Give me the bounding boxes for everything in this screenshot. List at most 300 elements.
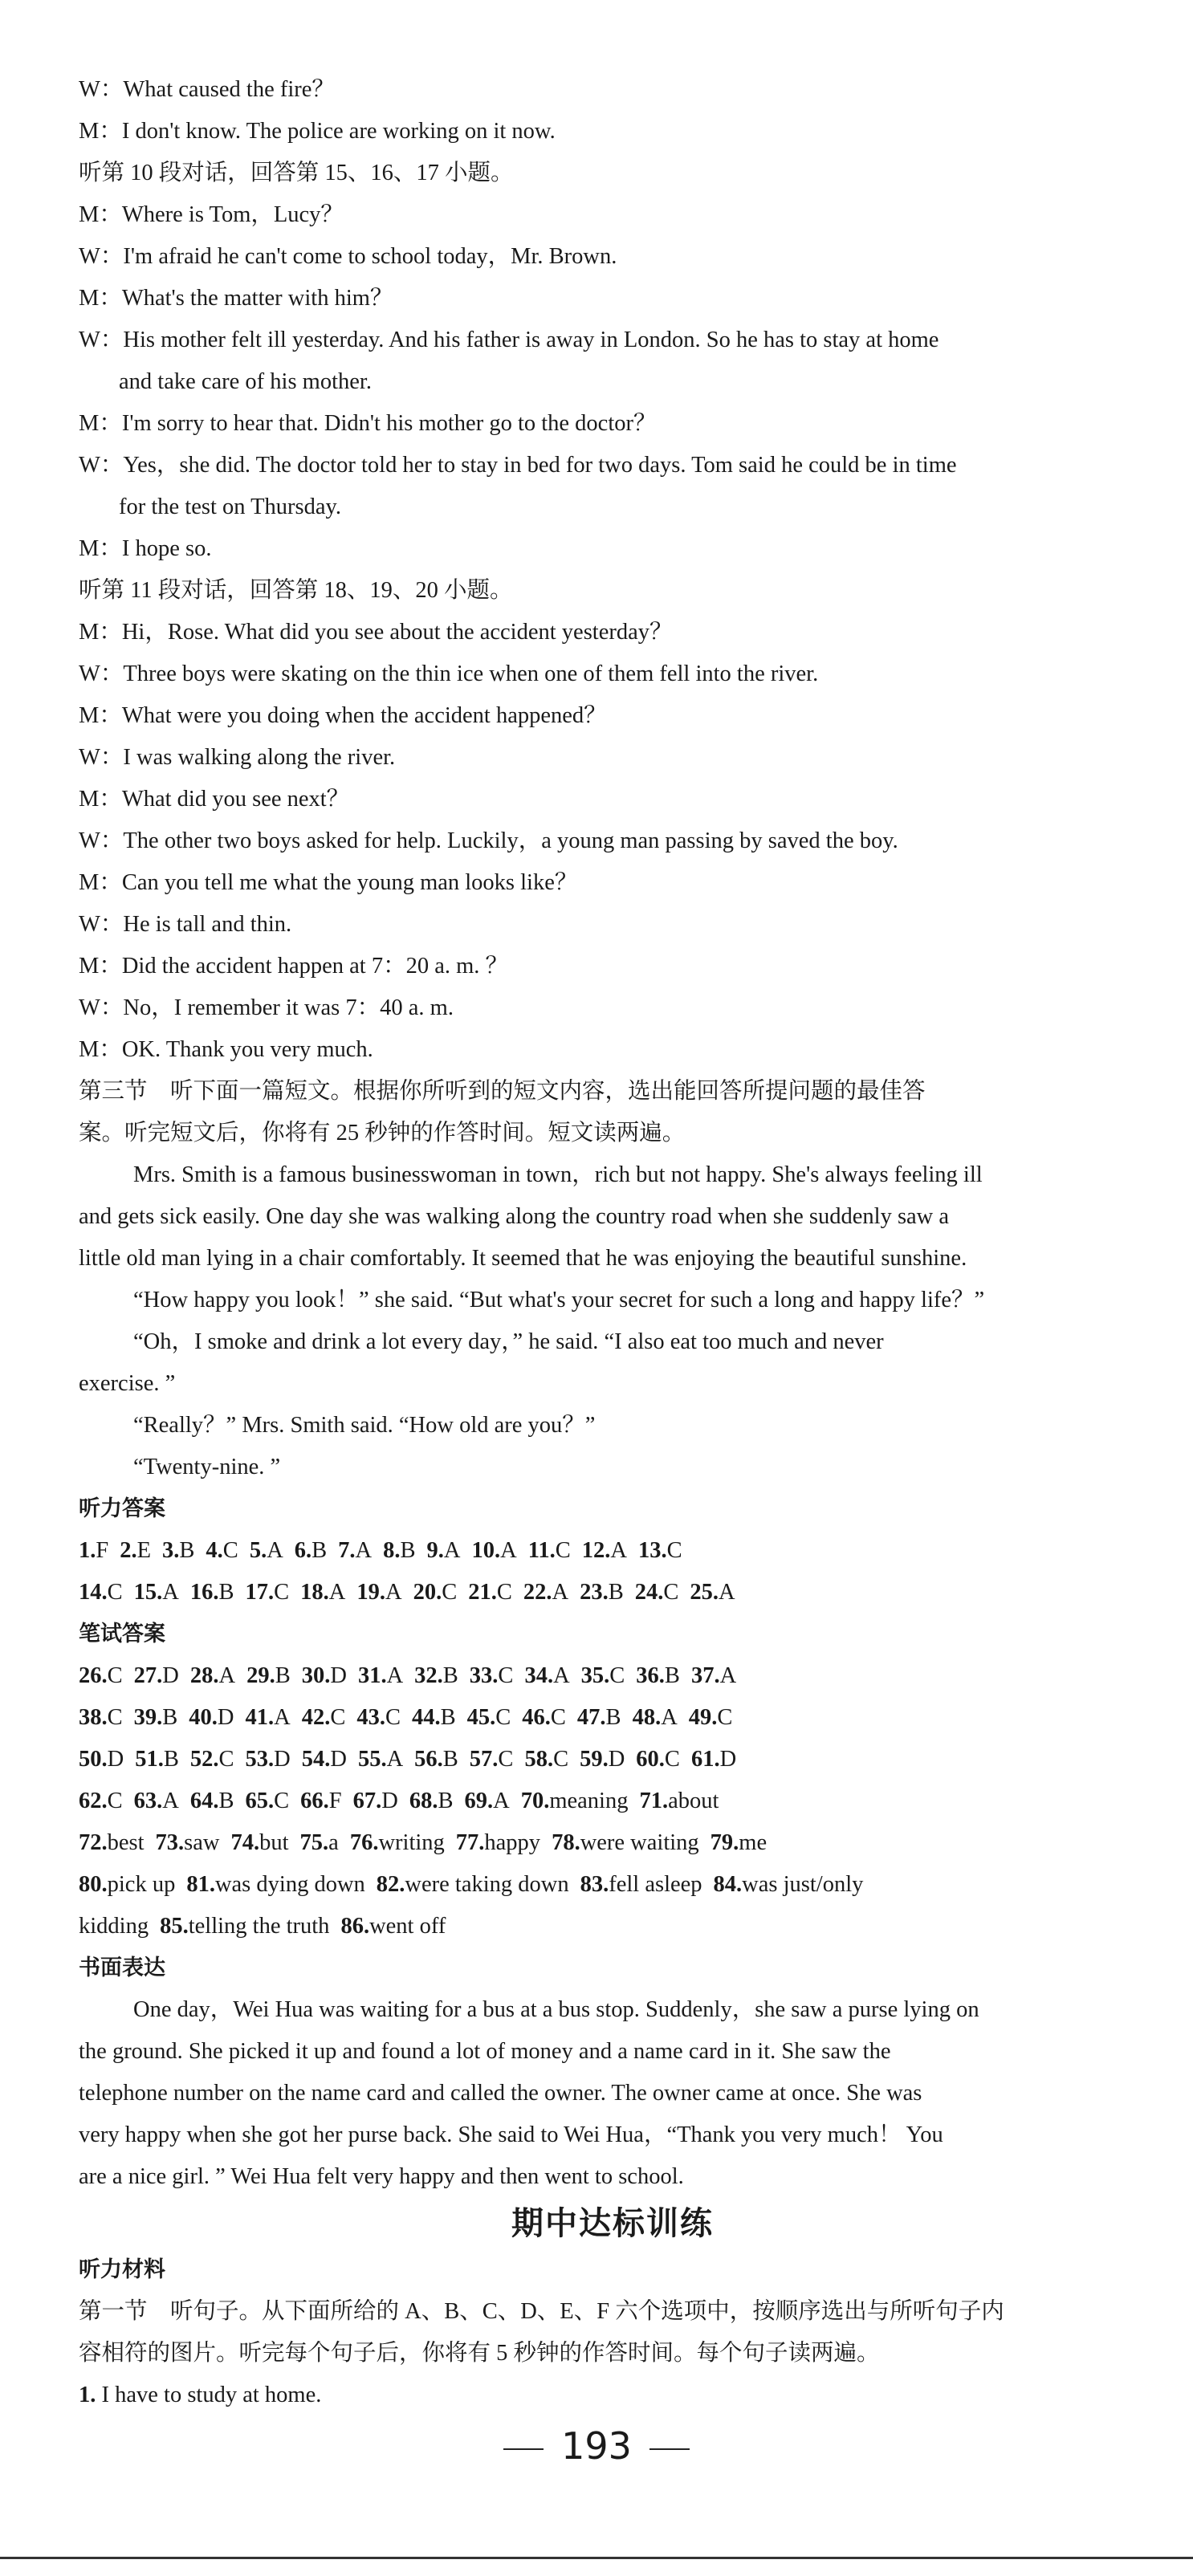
page-number: 193 bbox=[561, 2424, 632, 2468]
answer-value: C bbox=[218, 1747, 234, 1772]
answer-number: 22. bbox=[523, 1580, 552, 1605]
dialog-his-mother bbox=[79, 319, 1146, 403]
text-line: for the test on Thursday. bbox=[119, 494, 342, 519]
text-line: M：What were you doing when the accident happened？ bbox=[79, 703, 607, 728]
answer-item bbox=[79, 1914, 149, 1939]
answer-value: B bbox=[162, 1705, 178, 1730]
answer-number: 43. bbox=[356, 1705, 385, 1730]
answer-number: 9. bbox=[426, 1538, 444, 1563]
answer-number: 34. bbox=[524, 1663, 554, 1688]
answer-value: meaning bbox=[549, 1789, 629, 1813]
answer-value: A bbox=[355, 1538, 373, 1563]
answer-item bbox=[356, 1705, 401, 1730]
answer-number: 59. bbox=[580, 1747, 609, 1772]
text-line: W：Yes，she did. The doctor told her to stay in bed for two days. Tom said he could be in time bbox=[79, 453, 957, 478]
answer-item bbox=[231, 1830, 289, 1855]
text-line: very happy when she got her purse back. She said to Wei Hua，“Thank you very much！ You bbox=[79, 2122, 943, 2147]
answer-number: 65. bbox=[245, 1789, 275, 1813]
answer-value: D bbox=[107, 1747, 124, 1772]
answer-value: B bbox=[440, 1705, 456, 1730]
answer-number: 70. bbox=[520, 1789, 550, 1813]
bottom-rule bbox=[0, 2557, 1193, 2559]
answer-item bbox=[246, 1789, 290, 1813]
answer-item bbox=[521, 1789, 629, 1813]
answer-number: 26. bbox=[79, 1663, 108, 1688]
text-line: M：I'm sorry to hear that. Didn't his mother go to the doctor？ bbox=[79, 411, 657, 436]
listening-answers-heading: 听力答案 bbox=[79, 1496, 165, 1521]
answer-number: 33. bbox=[469, 1663, 499, 1688]
answer-number: 40. bbox=[189, 1705, 218, 1730]
answer-value: B bbox=[438, 1789, 454, 1813]
answer-item bbox=[79, 1580, 123, 1605]
answer-number: 28. bbox=[189, 1663, 219, 1688]
answer-value: F bbox=[328, 1789, 342, 1813]
answer-item bbox=[412, 1705, 456, 1730]
text-line: “Oh，I smoke and drink a lot every day，” he said. “I also eat too much and never bbox=[133, 1329, 884, 1354]
listening-material-heading: 听力材料 bbox=[79, 2257, 165, 2282]
answer-value: B bbox=[218, 1789, 234, 1813]
text-line: “How happy you look！” she said. “But what's your secret for such a long and happy life？” bbox=[133, 1288, 985, 1312]
text-line: 第三节 听下面一篇短文。根据你所听到的短文内容，选出能回答所提问题的最佳答 bbox=[79, 1079, 926, 1104]
answer-value: were taking down bbox=[405, 1872, 569, 1897]
answer-number: 15. bbox=[133, 1580, 163, 1605]
answer-value: D bbox=[330, 1663, 347, 1688]
answer-value: A bbox=[328, 1580, 346, 1605]
answer-row bbox=[79, 1697, 1146, 1739]
answer-number: 21. bbox=[468, 1580, 497, 1605]
answer-item bbox=[580, 1747, 625, 1772]
answer-value: me bbox=[739, 1830, 768, 1855]
answer-value: C bbox=[274, 1580, 290, 1605]
answer-value: D bbox=[719, 1747, 737, 1772]
answer-number: 39. bbox=[133, 1705, 163, 1730]
answer-value: A bbox=[267, 1538, 283, 1563]
answer-item bbox=[552, 1830, 699, 1855]
answer-value: B bbox=[664, 1663, 680, 1688]
text-line: are a nice girl. ” Wei Hua felt very happy and then went to school. bbox=[79, 2164, 684, 2189]
answer-value: C bbox=[442, 1580, 458, 1605]
answer-item bbox=[79, 1830, 145, 1855]
answer-number: 44. bbox=[412, 1705, 441, 1730]
answer-value: A bbox=[500, 1538, 517, 1563]
text-line: W：He is tall and thin. bbox=[79, 912, 292, 937]
answer-number: 27. bbox=[133, 1663, 163, 1688]
answer-number: 58. bbox=[524, 1747, 554, 1772]
answer-row bbox=[79, 1530, 1146, 1572]
answer-item bbox=[295, 1538, 327, 1563]
answer-item bbox=[427, 1538, 461, 1563]
answer-number: 63. bbox=[133, 1789, 163, 1813]
answer-item bbox=[300, 1789, 341, 1813]
answer-item bbox=[522, 1705, 566, 1730]
answer-row bbox=[79, 1906, 1146, 1947]
answer-number: 64. bbox=[189, 1789, 219, 1813]
answer-number: 86. bbox=[340, 1914, 370, 1939]
listening-answers bbox=[79, 1530, 1146, 1614]
answer-number: 72. bbox=[79, 1830, 108, 1855]
text-line: 听第 11 段对话，回答第 18、19、20 小题。 bbox=[79, 578, 513, 603]
answer-item bbox=[162, 1538, 194, 1563]
answer-value: best bbox=[107, 1830, 145, 1855]
answer-value: B bbox=[218, 1580, 234, 1605]
answer-item bbox=[206, 1538, 238, 1563]
answer-value: C bbox=[222, 1538, 238, 1563]
answer-value: but bbox=[259, 1830, 289, 1855]
answer-item bbox=[300, 1830, 339, 1855]
answer-row bbox=[79, 1822, 1146, 1864]
answer-item bbox=[190, 1580, 234, 1605]
answer-number: 17. bbox=[245, 1580, 275, 1605]
answer-number: 7. bbox=[338, 1538, 356, 1563]
answer-value: C bbox=[107, 1580, 123, 1605]
answer-value: A bbox=[274, 1705, 291, 1730]
answer-number: 29. bbox=[246, 1663, 275, 1688]
answer-number: 41. bbox=[245, 1705, 275, 1730]
text-line: W：I'm afraid he can't come to school today，Mr. Brown. bbox=[79, 244, 617, 269]
answer-value: D bbox=[162, 1663, 179, 1688]
text-line: 容相符的图片。听完每个句子后，你将有 5 秒钟的作答时间。每个句子读两遍。 bbox=[79, 2341, 880, 2366]
answer-item bbox=[250, 1538, 283, 1563]
answer-item bbox=[120, 1538, 151, 1563]
page-footer bbox=[0, 2424, 1193, 2468]
answer-number: 52. bbox=[189, 1747, 219, 1772]
answer-value: B bbox=[275, 1663, 291, 1688]
answer-value: C bbox=[553, 1747, 569, 1772]
answer-item bbox=[639, 1789, 719, 1813]
answer-item bbox=[456, 1830, 540, 1855]
text-line: and gets sick easily. One day she was walking along the country road when she suddenly saw a bbox=[79, 1204, 950, 1229]
answer-number: 10. bbox=[471, 1538, 501, 1563]
answer-number: 79. bbox=[710, 1830, 739, 1855]
answer-value: A bbox=[162, 1580, 179, 1605]
text-line: and take care of his mother. bbox=[119, 369, 372, 394]
answer-value: A bbox=[162, 1789, 179, 1813]
text-line: “Twenty-nine. ” bbox=[133, 1455, 281, 1479]
answer-value: happy bbox=[484, 1830, 541, 1855]
answer-value: B bbox=[311, 1538, 328, 1563]
answer-value: about bbox=[668, 1789, 719, 1813]
answer-number: 24. bbox=[634, 1580, 664, 1605]
answer-value: writing bbox=[378, 1830, 445, 1855]
answer-item bbox=[636, 1747, 680, 1772]
answer-value: a bbox=[328, 1830, 339, 1855]
answer-item bbox=[468, 1580, 512, 1605]
answer-item bbox=[691, 1663, 736, 1688]
answer-value: A bbox=[553, 1663, 570, 1688]
answer-item bbox=[635, 1580, 679, 1605]
answer-number: 51. bbox=[135, 1747, 164, 1772]
text-line: M：What did you see next？ bbox=[79, 787, 350, 812]
answer-item bbox=[714, 1872, 864, 1897]
answer-item bbox=[580, 1580, 624, 1605]
answer-value: B bbox=[179, 1538, 195, 1563]
text-line: Mrs. Smith is a famous businesswoman in town，rich but not happy. She's always feeling ill bbox=[133, 1162, 983, 1187]
answer-number: 69. bbox=[464, 1789, 494, 1813]
answer-number: 83. bbox=[580, 1872, 609, 1897]
answer-number: 5. bbox=[249, 1538, 267, 1563]
text-line: M：Can you tell me what the young man looks like？ bbox=[79, 870, 578, 895]
answer-number: 75. bbox=[299, 1830, 329, 1855]
footer-dash-right bbox=[649, 2448, 690, 2450]
answer-item bbox=[190, 1747, 234, 1772]
answer-value: A bbox=[385, 1580, 402, 1605]
text-line: M：Did the accident happen at 7：20 a. m. ？ bbox=[79, 954, 509, 979]
answer-value: B bbox=[163, 1747, 179, 1772]
dialog-yes-she-did bbox=[79, 445, 1146, 528]
answer-item bbox=[190, 1789, 234, 1813]
answer-number: 13. bbox=[638, 1538, 667, 1563]
answer-number: 38. bbox=[79, 1705, 108, 1730]
answer-value: pick up bbox=[107, 1872, 176, 1897]
answer-number: 1. bbox=[79, 1538, 96, 1563]
answer-item bbox=[300, 1580, 345, 1605]
answer-number: 78. bbox=[552, 1830, 580, 1855]
answer-number: 84. bbox=[713, 1872, 743, 1897]
answer-value: D bbox=[608, 1747, 625, 1772]
answer-number: 14. bbox=[79, 1580, 108, 1605]
answer-item bbox=[246, 1747, 291, 1772]
answer-value: C bbox=[664, 1747, 680, 1772]
text-line: little old man lying in a chair comfortably. It seemed that he was enjoying the beautiful sunshine. bbox=[79, 1246, 967, 1271]
answer-item bbox=[413, 1580, 458, 1605]
answer-row bbox=[79, 1864, 1146, 1906]
answer-item bbox=[636, 1663, 680, 1688]
answer-number: 53. bbox=[245, 1747, 275, 1772]
answer-item bbox=[358, 1747, 403, 1772]
text-line: M：What's the matter with him？ bbox=[79, 286, 393, 311]
answer-item bbox=[582, 1538, 627, 1563]
answer-item bbox=[472, 1538, 517, 1563]
item-1 bbox=[79, 2375, 1146, 2416]
answer-row bbox=[79, 1780, 1146, 1822]
answer-item bbox=[524, 1747, 568, 1772]
content bbox=[79, 69, 1146, 2416]
answer-number: 77. bbox=[455, 1830, 485, 1855]
text-line: M：OK. Thank you very much. bbox=[79, 1037, 373, 1062]
answer-item bbox=[340, 1914, 446, 1939]
section-3-instructions bbox=[79, 1071, 1146, 1154]
answer-value: C bbox=[496, 1580, 512, 1605]
answer-number: 76. bbox=[349, 1830, 379, 1855]
answer-number: 20. bbox=[413, 1580, 442, 1605]
text-line: 第一节 听句子。从下面所给的 A、B、C、D、E、F 六个选项中，按顺序选出与所听句子内 bbox=[79, 2299, 1004, 2324]
answer-number: 45. bbox=[466, 1705, 496, 1730]
answer-number: 3. bbox=[162, 1538, 180, 1563]
answer-item bbox=[190, 1663, 235, 1688]
answer-item bbox=[302, 1747, 347, 1772]
text-line: 听第 10 段对话，回答第 15、16、17 小题。 bbox=[79, 161, 514, 185]
answer-item bbox=[470, 1747, 514, 1772]
answer-number: 71. bbox=[639, 1789, 669, 1813]
answer-value: A bbox=[718, 1580, 735, 1605]
answer-number: 50. bbox=[79, 1747, 108, 1772]
answer-number: 11. bbox=[527, 1538, 556, 1563]
text-line: the ground. She picked it up and found a lot of money and a name card in it. She saw the bbox=[79, 2039, 891, 2064]
text-line: One day，Wei Hua was waiting for a bus at a bus stop. Suddenly，she saw a purse lying on bbox=[133, 1997, 979, 2022]
answer-item bbox=[134, 1663, 179, 1688]
answer-item bbox=[633, 1705, 678, 1730]
answer-item bbox=[581, 1663, 625, 1688]
answer-number: 56. bbox=[414, 1747, 443, 1772]
answer-number: 61. bbox=[690, 1747, 720, 1772]
answer-item bbox=[246, 1663, 291, 1688]
answer-number: 46. bbox=[522, 1705, 551, 1730]
answer-value: A bbox=[610, 1538, 628, 1563]
writing-heading: 书面表达 bbox=[79, 1955, 165, 1980]
answer-value: C bbox=[550, 1705, 566, 1730]
answer-item bbox=[414, 1747, 458, 1772]
answer-value: C bbox=[495, 1705, 511, 1730]
text-line: W：His mother felt ill yesterday. And his father is away in London. So he has to stay at home bbox=[79, 328, 939, 352]
answer-item bbox=[464, 1789, 509, 1813]
item-text: I have to study at home. bbox=[96, 2383, 322, 2407]
answer-value: D bbox=[274, 1747, 291, 1772]
answer-value: A bbox=[386, 1663, 404, 1688]
answer-item bbox=[79, 1705, 123, 1730]
answer-number: 67. bbox=[352, 1789, 382, 1813]
answer-item bbox=[189, 1705, 234, 1730]
dialog-block-a bbox=[79, 69, 1146, 319]
answer-item bbox=[302, 1663, 347, 1688]
text-line: M：Where is Tom，Lucy？ bbox=[79, 202, 344, 227]
text-line: M：I hope so. bbox=[79, 536, 212, 561]
answer-item bbox=[470, 1663, 514, 1688]
dialog-block-b bbox=[79, 528, 1146, 1071]
answer-value: telling the truth bbox=[188, 1914, 330, 1939]
answer-number: 4. bbox=[206, 1538, 223, 1563]
answer-value: B bbox=[442, 1663, 458, 1688]
answer-number: 73. bbox=[155, 1830, 185, 1855]
answer-value: saw bbox=[184, 1830, 220, 1855]
footer-dash-left bbox=[503, 2448, 544, 2450]
midterm-title: 期中达标训练 bbox=[511, 2205, 714, 2242]
answer-value: C bbox=[274, 1789, 290, 1813]
answer-number: 35. bbox=[580, 1663, 610, 1688]
answer-item bbox=[711, 1830, 767, 1855]
answer-value: C bbox=[330, 1705, 346, 1730]
answer-number: 60. bbox=[636, 1747, 665, 1772]
answer-value: A bbox=[218, 1663, 236, 1688]
text-line: W：Three boys were skating on the thin ice when one of them fell into the river. bbox=[79, 661, 819, 686]
answer-value: C bbox=[498, 1663, 514, 1688]
answer-value: C bbox=[666, 1538, 682, 1563]
answer-value: C bbox=[555, 1538, 571, 1563]
passage bbox=[79, 1154, 1146, 1488]
answer-value: D bbox=[217, 1705, 234, 1730]
answer-value: fell asleep bbox=[609, 1872, 702, 1897]
answer-item bbox=[79, 1663, 123, 1688]
answer-item bbox=[134, 1705, 178, 1730]
answer-number: 37. bbox=[690, 1663, 720, 1688]
writing-sample bbox=[79, 1989, 1146, 2198]
answer-value: A bbox=[552, 1580, 569, 1605]
answer-item bbox=[79, 1538, 108, 1563]
answer-item bbox=[156, 1830, 220, 1855]
answer-number: 48. bbox=[632, 1705, 662, 1730]
answer-value: A bbox=[443, 1538, 461, 1563]
written-answers-heading: 笔试答案 bbox=[79, 1622, 165, 1646]
answer-value: went off bbox=[369, 1914, 446, 1939]
answer-item bbox=[358, 1663, 403, 1688]
text-line: W：What caused the fire？ bbox=[79, 77, 335, 102]
answer-item bbox=[350, 1830, 445, 1855]
section-1-instructions bbox=[79, 2291, 1146, 2375]
answer-number: 30. bbox=[301, 1663, 331, 1688]
answer-number: 19. bbox=[356, 1580, 385, 1605]
answer-item bbox=[528, 1538, 571, 1563]
answer-item bbox=[353, 1789, 398, 1813]
text-line: telephone number on the name card and called the owner. The owner came at once. She was bbox=[79, 2081, 922, 2106]
answer-row bbox=[79, 1739, 1146, 1780]
text-line: W：I was walking along the river. bbox=[79, 745, 396, 770]
answer-item bbox=[689, 1705, 733, 1730]
answer-value: A bbox=[386, 1747, 404, 1772]
answer-value: were waiting bbox=[580, 1830, 699, 1855]
answer-number: 8. bbox=[383, 1538, 401, 1563]
answer-value: B bbox=[608, 1580, 624, 1605]
answer-item bbox=[467, 1705, 511, 1730]
answer-value: E bbox=[136, 1538, 152, 1563]
text-line: W：No，I remember it was 7：40 a. m. bbox=[79, 995, 454, 1020]
answer-number: 80. bbox=[79, 1872, 108, 1897]
answer-value: B bbox=[400, 1538, 416, 1563]
answer-number: 47. bbox=[576, 1705, 606, 1730]
answer-item bbox=[302, 1705, 346, 1730]
answer-number: 54. bbox=[301, 1747, 331, 1772]
answer-item bbox=[79, 1747, 124, 1772]
answer-item bbox=[160, 1914, 329, 1939]
answer-item bbox=[134, 1789, 179, 1813]
answer-item bbox=[414, 1663, 458, 1688]
written-answers bbox=[79, 1655, 1146, 1947]
answer-number: 6. bbox=[294, 1538, 312, 1563]
answer-item bbox=[577, 1705, 621, 1730]
answer-number: 42. bbox=[301, 1705, 331, 1730]
text-line: M：I don't know. The police are working on it now. bbox=[79, 119, 556, 144]
answer-row bbox=[79, 1655, 1146, 1697]
answer-value: C bbox=[385, 1705, 401, 1730]
item-number: 1. bbox=[79, 2383, 96, 2407]
answer-item bbox=[338, 1538, 372, 1563]
answer-number: 49. bbox=[688, 1705, 718, 1730]
answer-value: was dying down bbox=[214, 1872, 365, 1897]
answer-number: 32. bbox=[414, 1663, 443, 1688]
answer-value: was just/only bbox=[742, 1872, 864, 1897]
answer-number: 18. bbox=[300, 1580, 329, 1605]
answer-item bbox=[79, 1789, 123, 1813]
answer-value: A bbox=[719, 1663, 737, 1688]
text-line: 案。听完短文后，你将有 25 秒钟的作答时间。短文读两遍。 bbox=[79, 1121, 686, 1146]
answer-item bbox=[356, 1580, 401, 1605]
answer-value: B bbox=[605, 1705, 621, 1730]
answer-item bbox=[524, 1663, 569, 1688]
answer-number: 68. bbox=[409, 1789, 438, 1813]
answer-value: B bbox=[442, 1747, 458, 1772]
answer-value: F bbox=[96, 1538, 109, 1563]
answer-number: 74. bbox=[230, 1830, 260, 1855]
text-line: M：Hi，Rose. What did you see about the accident yesterday？ bbox=[79, 620, 673, 645]
answer-item bbox=[409, 1789, 454, 1813]
answer-item bbox=[523, 1580, 568, 1605]
answer-value: C bbox=[107, 1789, 123, 1813]
answer-number: 25. bbox=[690, 1580, 719, 1605]
answer-item bbox=[186, 1872, 364, 1897]
text-line: “Really？” Mrs. Smith said. “How old are you？” bbox=[133, 1413, 596, 1438]
answer-number: 85. bbox=[160, 1914, 189, 1939]
answer-number: 55. bbox=[357, 1747, 387, 1772]
answer-item bbox=[638, 1538, 682, 1563]
answer-value: A bbox=[493, 1789, 510, 1813]
